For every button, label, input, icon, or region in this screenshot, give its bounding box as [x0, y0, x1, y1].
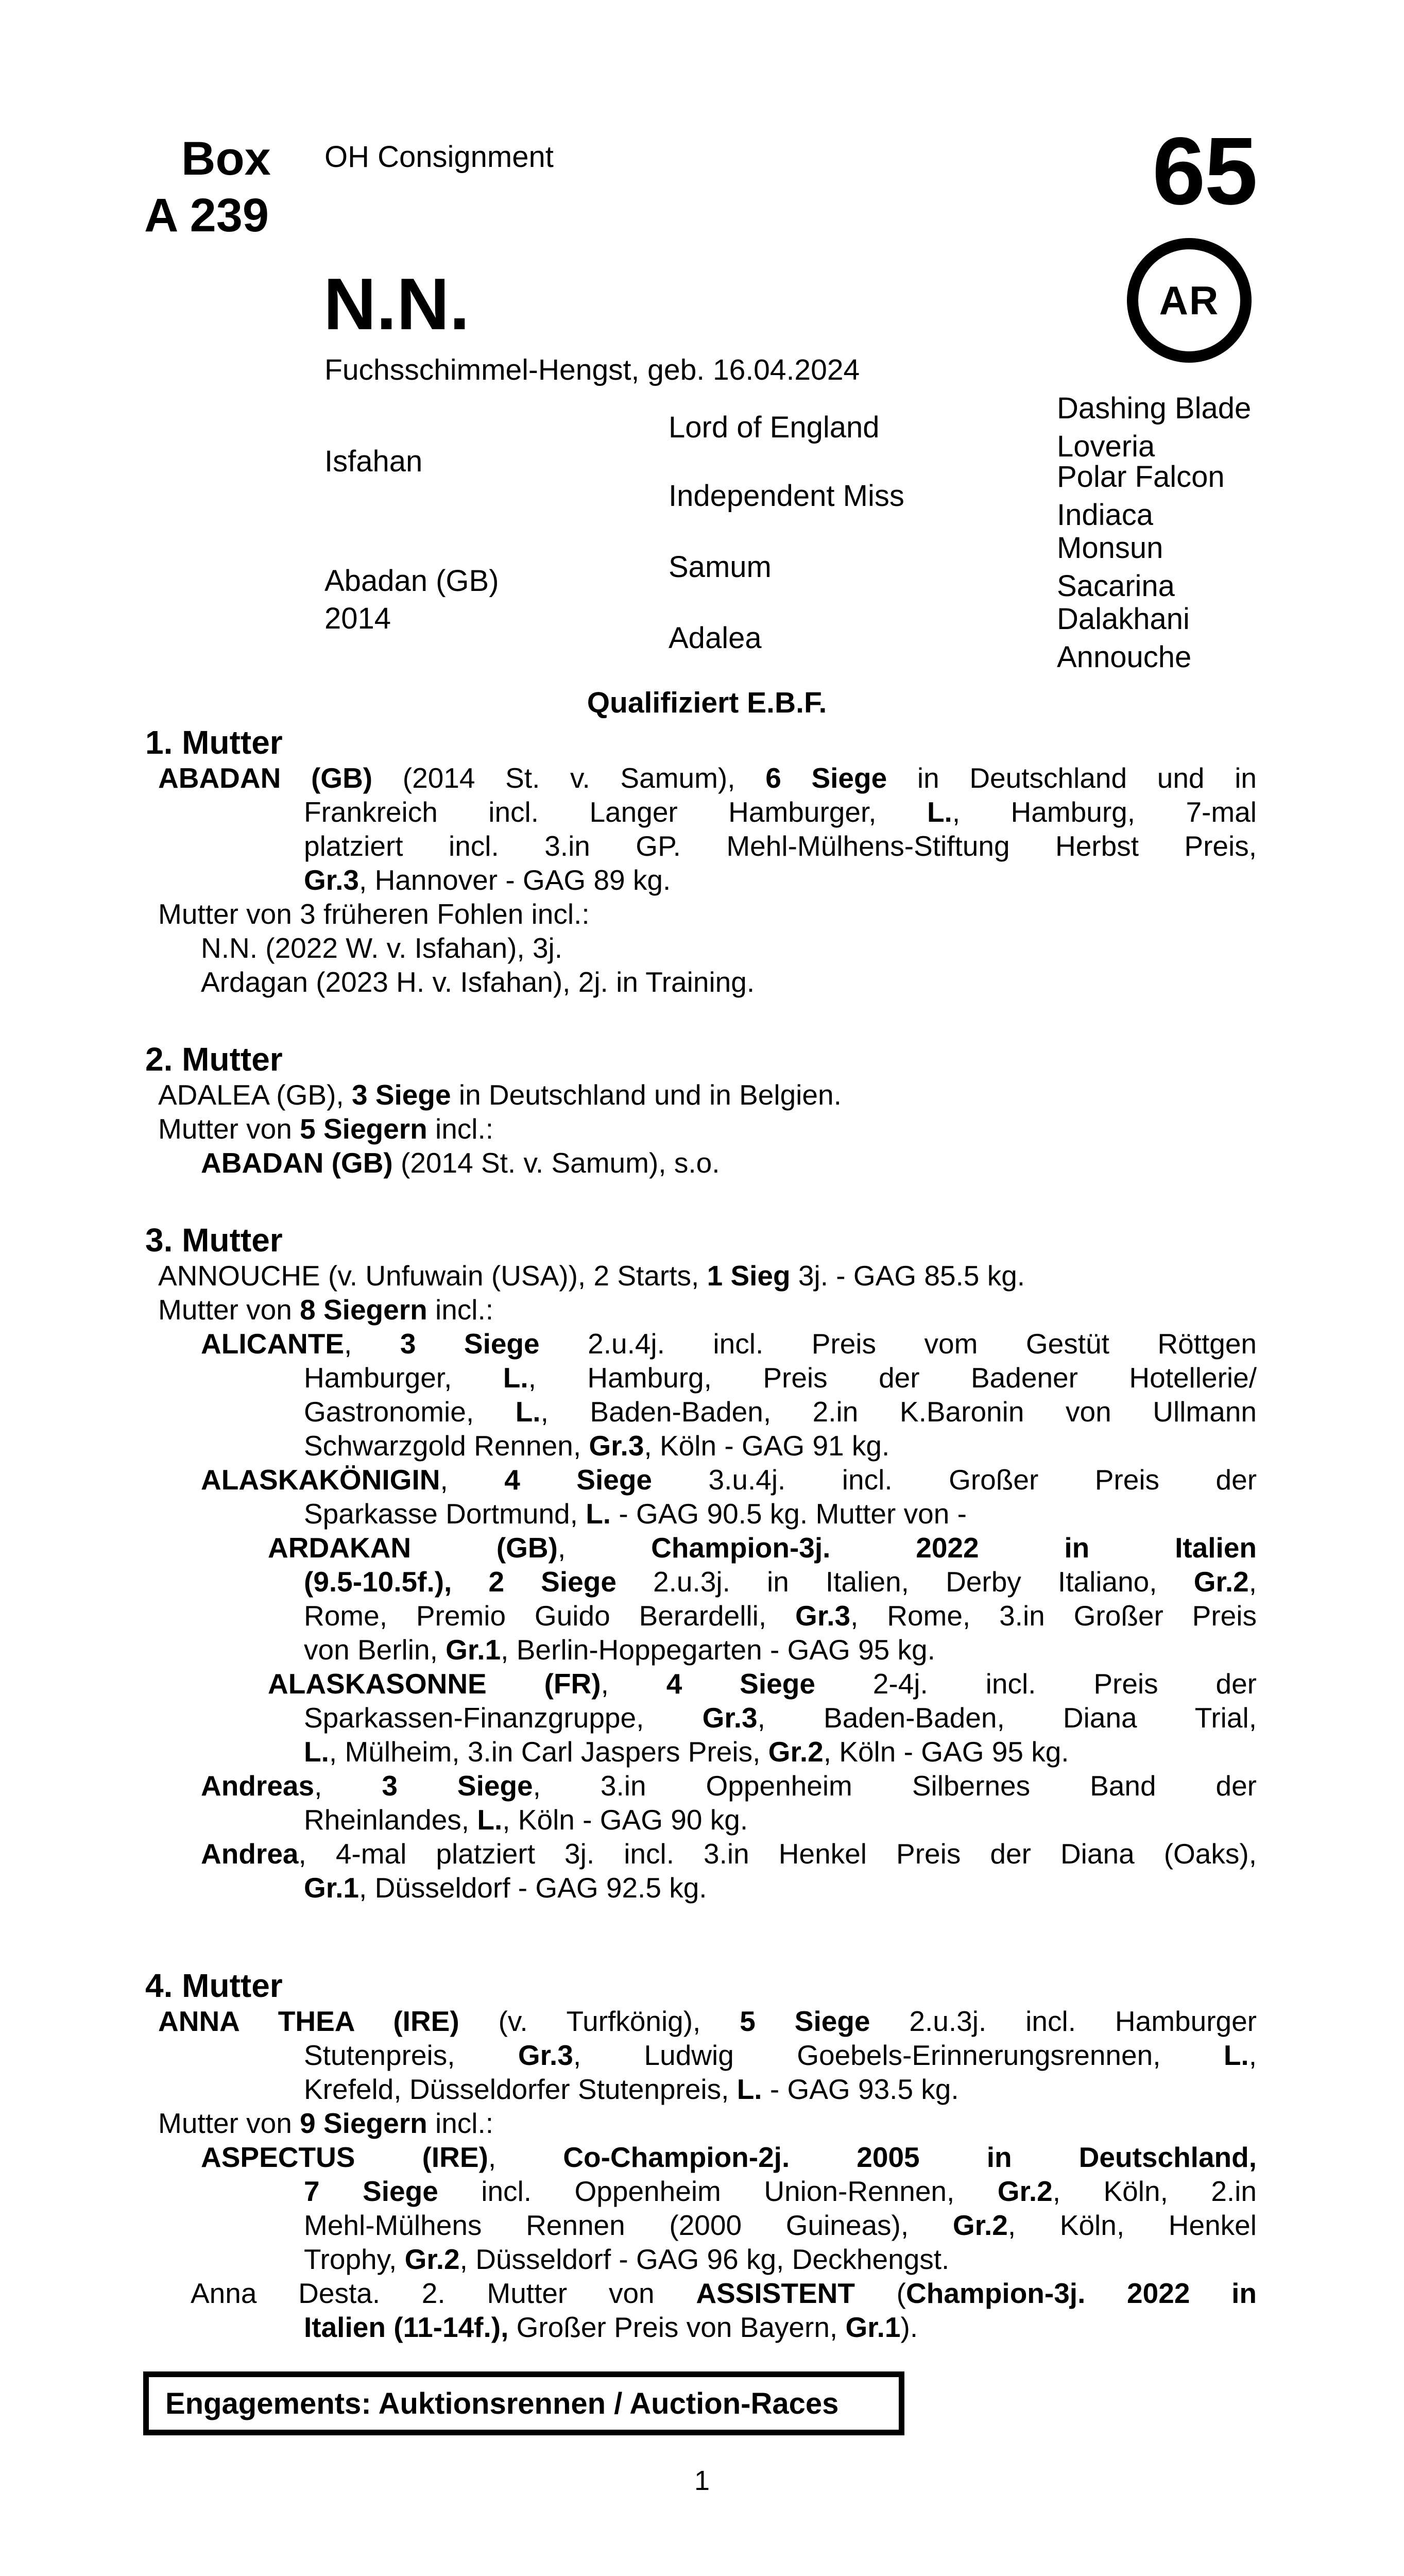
text-line: L., Mülheim, 3.in Carl Jaspers Preis, Gr.2, Köln - GAG 95 kg.: [304, 1736, 1069, 1768]
text-line: Ardagan (2023 H. v. Isfahan), 2j. in Training.: [201, 966, 755, 998]
text-line: platziert incl. 3.in GP. Mehl-Mülhens-Stiftung Herbst Preis,: [304, 830, 1257, 862]
pedigree-grandsire-1: Lord of England: [669, 411, 880, 444]
text-line: Mutter von 5 Siegern incl.:: [158, 1113, 494, 1145]
section-heading: 2. Mutter: [145, 1041, 283, 1078]
section-heading: 1. Mutter: [145, 724, 283, 761]
brand-text: AR: [1159, 277, 1220, 323]
pedigree-ggparent-4: Indiaca: [1057, 498, 1154, 532]
pedigree-ggparent-1: Dashing Blade: [1057, 392, 1252, 425]
text-line: ADALEA (GB), 3 Siege in Deutschland und in Belgien.: [158, 1079, 842, 1111]
pedigree-paragraph: [157, 931, 1257, 965]
text-line: Trophy, Gr.2, Düsseldorf - GAG 96 kg, Deckhengst.: [304, 2243, 950, 2275]
pedigree-paragraph: [157, 1837, 1257, 1905]
section-heading: 4. Mutter: [145, 1967, 283, 2004]
pedigree-paragraph: [157, 1463, 1257, 1531]
page-number: 1: [694, 2465, 710, 2496]
text-line: Andreas, 3 Siege, 3.in Oppenheim Silbernes Band der: [201, 1770, 1257, 1802]
pedigree-paragraph: [157, 2140, 1257, 2276]
pedigree-paragraph: [157, 1146, 1257, 1180]
text-line: ALASKASONNE (FR), 4 Siege 2-4j. incl. Preis der: [268, 1668, 1257, 1700]
text-line: ALICANTE, 3 Siege 2.u.4j. incl. Preis vom Gestüt Röttgen: [201, 1328, 1257, 1360]
pedigree-grandsire-2: Samum: [669, 550, 772, 584]
text-line: Krefeld, Düsseldorfer Stutenpreis, L. - GAG 93.5 kg.: [304, 2073, 959, 2105]
engagements-label: Engagements: Auktionsrennen / Auction-Races: [165, 2386, 839, 2420]
pedigree-ggparent-6: Sacarina: [1057, 569, 1175, 603]
text-line: Rome, Premio Guido Berardelli, Gr.3, Rome, 3.in Großer Preis: [304, 1600, 1257, 1632]
mutter-section: [145, 1041, 1257, 1180]
box-number: A 239: [144, 189, 269, 242]
section-heading: 3. Mutter: [145, 1222, 283, 1259]
text-line: ASPECTUS (IRE), Co-Champion-2j. 2005 in Deutschland,: [201, 2141, 1257, 2173]
text-line: Andrea, 4-mal platziert 3j. incl. 3.in Henkel Preis der Diana (Oaks),: [201, 1838, 1257, 1870]
text-line: ALASKAKÖNIGIN, 4 Siege 3.u.4j. incl. Großer Preis der: [201, 1464, 1257, 1496]
pedigree-sire: Isfahan: [324, 445, 423, 478]
text-line: Sparkassen-Finanzgruppe, Gr.3, Baden-Baden, Diana Trial,: [304, 1702, 1257, 1734]
text-line: N.N. (2022 W. v. Isfahan), 3j.: [201, 932, 563, 964]
mutter-section: [145, 724, 1257, 999]
qualification-line: Qualifiziert E.B.F.: [587, 686, 827, 719]
pedigree-paragraph: [157, 1293, 1257, 1327]
pedigree-paragraph: [157, 1327, 1257, 1463]
mutter-section: [145, 1967, 1257, 2344]
pedigree-ggparent-3: Polar Falcon: [1057, 460, 1225, 494]
pedigree-paragraph: [157, 2004, 1257, 2106]
brand-circle-icon: [1127, 238, 1252, 363]
box-label: Box: [181, 132, 271, 185]
pedigree-paragraph: [157, 1078, 1257, 1112]
text-line: Rheinlandes, L., Köln - GAG 90 kg.: [304, 1804, 748, 1836]
text-line: Mutter von 3 früheren Fohlen incl.:: [158, 898, 590, 930]
pedigree-ggparent-8: Annouche: [1057, 640, 1192, 674]
text-line: ANNOUCHE (v. Unfuwain (USA)), 2 Starts, 1 Sieg 3j. - GAG 85.5 kg.: [158, 1260, 1025, 1292]
mutter-sections: [145, 724, 1257, 2344]
pedigree-paragraph: [157, 965, 1257, 999]
pedigree-paragraph: [157, 897, 1257, 931]
pedigree-paragraph: [157, 1531, 1257, 1667]
pedigree-paragraph: [157, 1259, 1257, 1293]
pedigree-ggparent-2: Loveria: [1057, 430, 1155, 463]
text-line: Mutter von 8 Siegern incl.:: [158, 1294, 494, 1326]
text-line: Mehl-Mülhens Rennen (2000 Guineas), Gr.2, Köln, Henkel: [304, 2209, 1257, 2241]
text-line: Schwarzgold Rennen, Gr.3, Köln - GAG 91 kg.: [304, 1430, 890, 1462]
catalogue-body: [145, 684, 1257, 2344]
pedigree-granddam-1: Independent Miss: [669, 479, 904, 513]
pedigree-paragraph: [157, 2276, 1257, 2344]
text-line: Italien (11-14f.), Großer Preis von Bayern, Gr.1).: [304, 2311, 918, 2343]
text-line: ABADAN (GB) (2014 St. v. Samum), s.o.: [201, 1147, 720, 1179]
pedigree-dam: Abadan (GB): [324, 564, 499, 598]
pedigree-paragraph: [157, 1667, 1257, 1769]
text-line: ARDAKAN (GB), Champion-3j. 2022 in Italien: [268, 1532, 1257, 1564]
text-line: von Berlin, Gr.1, Berlin-Hoppegarten - GAG 95 kg.: [304, 1634, 935, 1666]
text-line: Mutter von 9 Siegern incl.:: [158, 2107, 494, 2139]
pedigree-paragraph: [157, 761, 1257, 897]
text-line: (9.5-10.5f.), 2 Siege 2.u.3j. in Italien, Derby Italiano, Gr.2,: [304, 1566, 1257, 1598]
horse-name: N.N.: [323, 263, 470, 345]
text-line: Stutenpreis, Gr.3, Ludwig Goebels-Erinnerungsrennen, L.,: [304, 2039, 1257, 2071]
text-line: Gastronomie, L., Baden-Baden, 2.in K.Baronin von Ullmann: [304, 1396, 1257, 1428]
consignor-label: OH Consignment: [324, 140, 554, 174]
pedigree-granddam-2: Adalea: [669, 621, 762, 655]
pedigree-ggparent-5: Monsun: [1057, 531, 1163, 565]
mutter-section: [145, 1222, 1257, 1905]
text-line: Hamburger, L., Hamburg, Preis der Badener Hotellerie/: [304, 1362, 1257, 1394]
lot-number: 65: [1152, 118, 1257, 225]
pedigree-paragraph: [157, 1769, 1257, 1837]
text-line: Gr.3, Hannover - GAG 89 kg.: [304, 864, 671, 896]
text-line: Gr.1, Düsseldorf - GAG 92.5 kg.: [304, 1872, 707, 1904]
horse-description: Fuchsschimmel-Hengst, geb. 16.04.2024: [324, 353, 860, 386]
pedigree-dam-year: 2014: [324, 602, 391, 635]
pedigree-paragraph: [157, 2106, 1257, 2140]
pedigree-ggparent-7: Dalakhani: [1057, 602, 1190, 636]
text-line: Frankreich incl. Langer Hamburger, L., Hamburg, 7-mal: [304, 796, 1257, 828]
text-line: 7 Siege incl. Oppenheim Union-Rennen, Gr.2, Köln, 2.in: [304, 2175, 1257, 2207]
text-line: ANNA THEA (IRE) (v. Turfkönig), 5 Siege 2.u.3j. incl. Hamburger: [158, 2005, 1257, 2037]
text-line: Anna Desta. 2. Mutter von ASSISTENT (Champion-3j. 2022 in: [191, 2277, 1257, 2309]
engagements-box: [143, 2371, 904, 2435]
text-line: ABADAN (GB) (2014 St. v. Samum), 6 Siege in Deutschland und in: [158, 762, 1257, 794]
text-line: Sparkasse Dortmund, L. - GAG 90.5 kg. Mutter von -: [304, 1498, 967, 1530]
pedigree-paragraph: [157, 1112, 1257, 1146]
